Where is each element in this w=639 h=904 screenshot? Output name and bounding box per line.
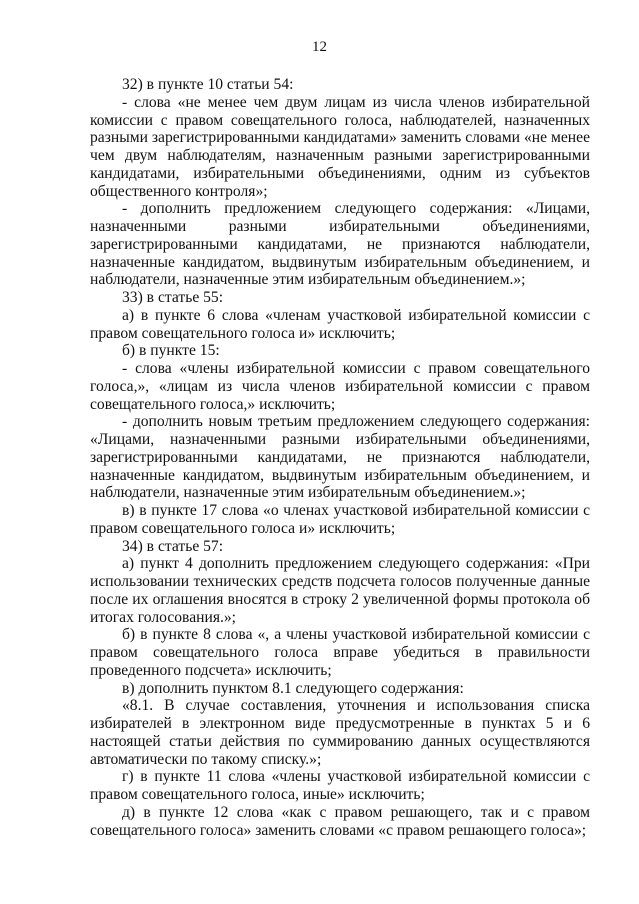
paragraph: 32) в пункте 10 статьи 54: — [122, 76, 294, 93]
paragraph: б) в пункте 8 слова «, а члены участковой избирательной комиссии с правом совещательного голоса вправе убедиться в правильности проведенного подсчета» исключить; — [90, 626, 590, 679]
paragraph: - слова «члены избирательной комиссии с правом совещательного голоса,», «лицам из числа членов избирательной комиссии с правом совещательного голоса,» исключить; — [90, 360, 590, 413]
paragraph: в) в пункте 17 слова «о членах участковой избирательной комиссии с правом совещательного голоса и» исключить; — [90, 502, 590, 537]
paragraph: - дополнить предложением следующего содержания: «Лицами, назначенными разными избирательными объединениями, зарегистрированными кандидатами, не признаются наблюдатели, назначенные кандидатом, выдвинутым избирательным объединением, и наблюдатели, назначенные этим избирательным объединением.»; — [90, 200, 590, 289]
page-number: 12 — [312, 39, 327, 55]
paragraph: 33) в статье 55: — [122, 289, 224, 306]
paragraph: «8.1. В случае составления, уточнения и использования списка избирателей в электронном виде предусмотренные в пунктах 5 и 6 настоящей статьи действия по суммированию данных осуществляются автоматически по такому списку.»; — [90, 697, 590, 768]
paragraph: - дополнить новым третьим предложением следующего содержания: «Лицами, назначенными разными избирательными объединениями, зарегистрированными кандидатами, не признаются наблюдатели, назначенные кандидатом, выдвинутым избирательным объединением, и наблюдатели, назначенные этим избирательным объединением.»; — [90, 413, 590, 502]
paragraph: 34) в статье 57: — [122, 537, 224, 555]
document-body — [90, 76, 590, 839]
paragraph: в) дополнить пунктом 8.1 следующего содержания: — [122, 679, 464, 697]
paragraph: а) пункт 4 дополнить предложением следующего содержания: «При использовании технических средств подсчета голосов полученные данные после их оглашения вносятся в строку 2 увеличенной формы протокола об итогах голосования.»; — [90, 555, 590, 626]
paragraph: г) в пункте 11 слова «члены участковой избирательной комиссии с правом совещательного голоса, иные» исключить; — [90, 768, 590, 803]
paragraph: - слова «не менее чем двум лицам из числа членов избирательной комиссии с правом совещательного голоса, наблюдателей, назначенных разными зарегистрированными кандидатами» заменить словами «не менее чем двум наблюдателям, назначенным разными зарегистрированными кандидатами, избирательными объединениями, одним из субъектов общественного контроля»; — [90, 93, 590, 200]
paragraph: б) в пункте 15: — [122, 342, 220, 360]
paragraph: а) в пункте 6 слова «членам участковой избирательной комиссии с правом совещательного голоса и» исключить; — [90, 306, 590, 342]
paragraph: д) в пункте 12 слова «как с правом решающего, так и с правом совещательного голоса» заменить словами «с правом решающего голоса»; — [90, 803, 590, 839]
